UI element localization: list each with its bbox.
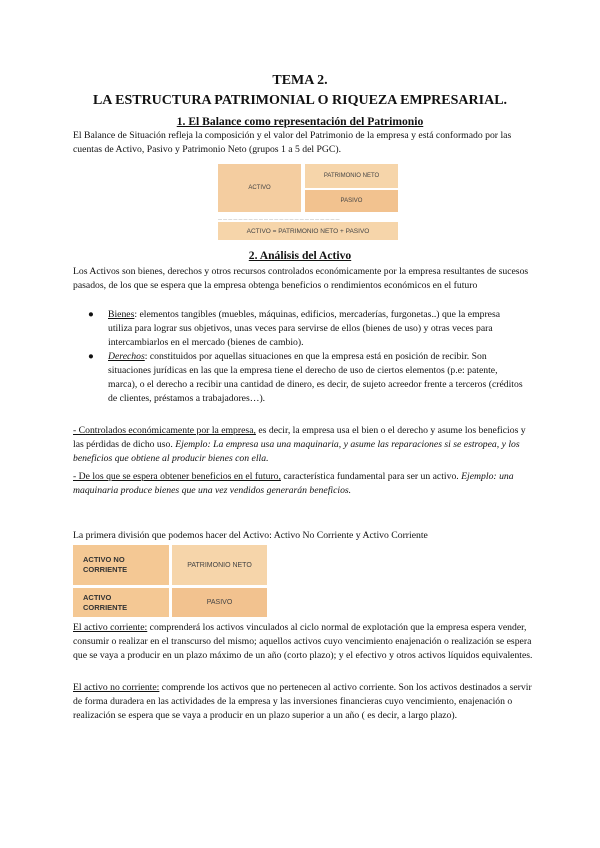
activo-types-list [88, 308, 524, 406]
activo-division-diagram [73, 545, 267, 617]
activo-corriente-box [73, 588, 169, 617]
tema-title: TEMA 2. [272, 73, 328, 88]
future-example: Ejemplo: una maquinaria produce bienes que una vez vendidos generarán beneficios. [73, 471, 514, 496]
division-text: La primera división que podemos hacer del Activo: Activo No Corriente y Activo Corriente [73, 530, 428, 541]
controlled-example: Ejemplo: La empresa usa una maquinaria, y asume las reparaciones si se estropea, y los beneficios que obtiene al producir bienes con ella. [73, 439, 520, 464]
division-patrimonio-neto-box: PATRIMONIO NETO [172, 545, 267, 585]
bullet-icon: ● [88, 351, 94, 362]
future-label: - De los que se espera obtener beneficios en el futuro, [73, 471, 281, 482]
section-1-title: 1. El Balance como representación del Patrimonio [176, 115, 424, 128]
future-paragraph [73, 470, 533, 498]
list-item [88, 308, 524, 350]
activo-corriente-definition [73, 621, 533, 663]
list-item [88, 350, 524, 406]
main-title: LA ESTRUCTURA PATRIMONIAL O RIQUEZA EMPRESARIAL. [92, 93, 508, 108]
bienes-term: Bienes [108, 309, 135, 320]
balance-diagram [218, 164, 398, 244]
future-text: característica fundamental para ser un activo. [280, 471, 462, 482]
section-2-title: 2. Análisis del Activo [248, 249, 352, 262]
controlled-paragraph [73, 424, 533, 466]
controlled-text: es decir, la empresa usa el bien o el derecho y asume los beneficios y las pérdidas de dicho uso. [73, 425, 526, 450]
activo-no-corriente-box [73, 545, 169, 585]
ac-line-2: CORRIENTE [83, 602, 128, 612]
activo-no-corriente-definition [73, 681, 533, 723]
derechos-text: : constituidos por aquellas situaciones en que la empresa está en posición de recibir. Son situaciones jurídicas en las que la empresa tiene el derecho de uso de ciertos elementos (p.e: patente, marca), o el derecho a recibir una cantidad de dinero, es decir, de sujeto acreedor frente a terceros (créditos de clientes, préstamos a trabajadores…). [108, 351, 523, 404]
activo-definition: Los Activos son bienes, derechos y otros recursos controlados económicamente por la empresa resultantes de sucesos pasados, de los que se espera que la empresa obtenga beneficios o rendimientos económicos en el futuro [73, 266, 529, 291]
balance-activo-box: ACTIVO [218, 164, 301, 212]
activo-no-corriente-text: comprende los activos que no pertenecen al activo corriente. Son los activos destinados a servir de forma duradera en las actividades de la empresa y las inversiones financieras cuyo vencimiento, enajenación o realización se espera que se vaya a producir en un plazo superior a un año ( es decir, a largo plazo). [73, 682, 532, 721]
ac-line-1: ACTIVO [83, 592, 112, 602]
activo-corriente-text: comprenderá los activos vinculados al ciclo normal de explotación que la empresa espera vender, consumir o realizar en el transcurso del mismo; aquellos activos cuyo vencimiento enajenación o realización se espera que se vaya a producir en un plazo máximo de un año (corto plazo); y el efectivo y otros activos líquidos equivalentes. [73, 622, 533, 661]
anc-line-1: ACTIVO NO [83, 555, 125, 564]
bienes-text: : elementos tangibles (muebles, máquinas, edificios, mercaderías, furgonetas..) que la empresa utiliza para lograr sus objetivos, unas veces para servirse de ellos (bienes de uso) y otras veces para intercambiarlos en el mercado (bienes de cambio). [108, 309, 501, 348]
balance-equation: ACTIVO = PATRIMONIO NETO + PASIVO [218, 222, 398, 240]
controlled-label: - Controlados económicamente por la empresa, [73, 425, 256, 436]
section-1-text: El Balance de Situación refleja la composición y el valor del Patrimonio de la empresa y está conformado por las cuentas de Activo, Pasivo y Patrimonio Neto (grupos 1 a 5 del PGC). [73, 130, 512, 155]
balance-patrimonio-neto-box: PATRIMONIO NETO [305, 164, 398, 188]
division-pasivo-box: PASIVO [172, 588, 267, 617]
balance-pasivo-box: PASIVO [305, 190, 398, 212]
derechos-term: Derechos [108, 351, 145, 362]
balance-note: — — — — — — — — — — — — — — — — — — — — — — — — [218, 216, 340, 220]
activo-no-corriente-label: El activo no corriente: [73, 682, 160, 693]
anc-line-2: CORRIENTE [83, 565, 128, 574]
activo-corriente-label: El activo corriente: [73, 622, 148, 633]
bullet-icon: ● [88, 309, 94, 320]
